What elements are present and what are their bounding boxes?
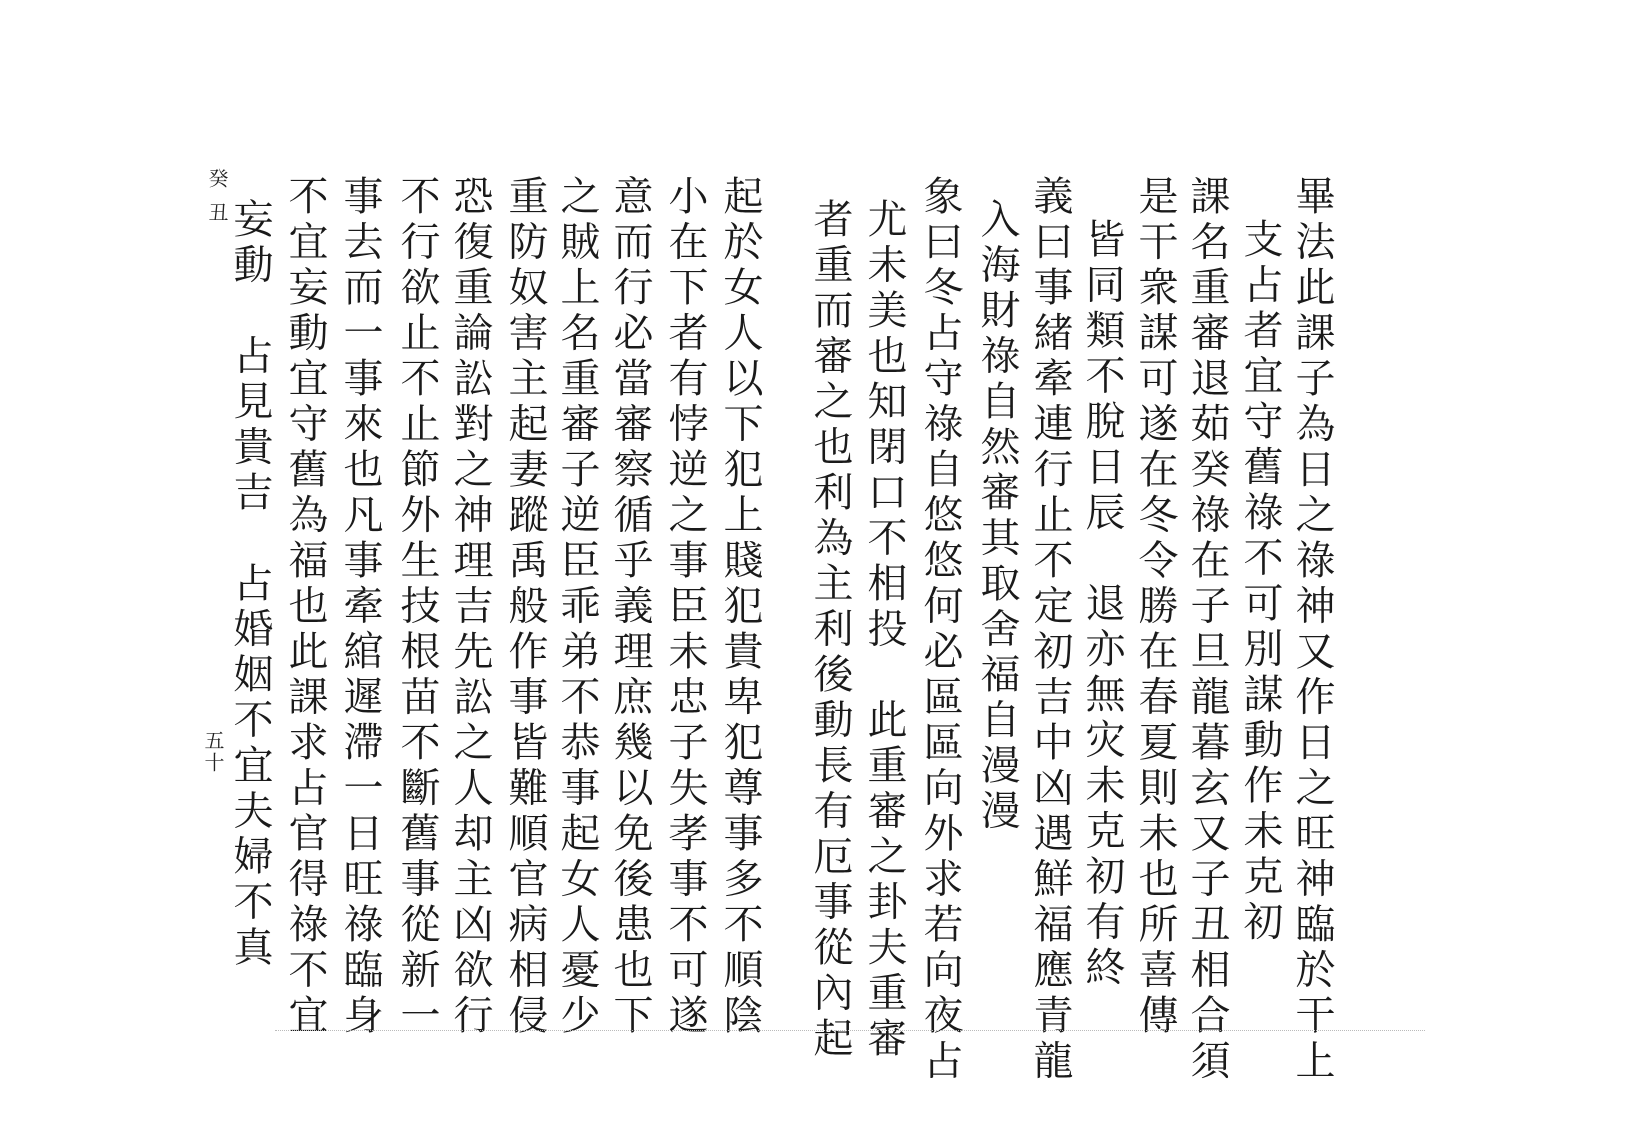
- text-column-20: 妄動 占見貴吉 占婚姻不宜夫婦不真: [227, 198, 273, 972]
- text-column-17: 不行欲止不止節外生技根苗不斷舊事從新一: [394, 175, 440, 1040]
- text-column-4: 是干衆謀可遂在冬令勝在春夏則未也所喜傳: [1132, 175, 1178, 1040]
- text-column-3: 課名重審退茹癸祿在子旦龍暮玄又子丑相合須: [1184, 175, 1230, 1085]
- text-column-16: 恐復重論訟對之神理吉先訟之人却主凶欲行: [447, 175, 493, 1040]
- bottom-rule: [275, 1030, 1425, 1032]
- text-column-2: 支占者宜守舊祿不可別謀動作未克初: [1237, 218, 1283, 946]
- text-column-8: 象曰冬占守祿自悠悠何必區區向外求若向夜占: [917, 175, 963, 1085]
- margin-title: 癸丑: [205, 168, 229, 236]
- text-column-1: 畢法此課子為日之祿神又作日之旺神臨於干上: [1289, 175, 1335, 1085]
- text-column-13: 意而行必當審察循乎義理庶幾以免後患也下: [607, 175, 653, 1040]
- text-column-9: 尤未美也知閉口不相投 此重審之卦夫重審: [861, 198, 907, 1063]
- text-column-15: 重防奴害主起妻蹤禹般作事皆難順官病相侵: [502, 175, 548, 1040]
- text-column-5: 皆同類不脫日辰 退亦無灾未克初有終: [1079, 218, 1125, 992]
- margin-page-number: 五十: [201, 730, 225, 774]
- text-column-12: 小在下者有悖逆之事臣未忠子失孝事不可遂: [662, 175, 708, 1040]
- text-column-14: 之賊上名重審子逆臣乖弟不恭事起女人憂少: [554, 175, 600, 1040]
- text-column-6: 義曰事緒牽連行止不定初吉中凶遇鮮福應青龍: [1027, 175, 1073, 1085]
- text-column-18: 事去而一事來也凡事牽綰遲滯一日旺祿臨身: [337, 175, 383, 1040]
- text-column-7: 入海財祿自然審其取舍福自漫漫: [974, 198, 1020, 835]
- text-column-10: 者重而審之也利為主利後動長有厄事從內起: [807, 198, 853, 1063]
- text-column-19: 不宜妄動宜守舊為福也此課求占官得祿不宜: [282, 175, 328, 1040]
- text-column-11: 起於女人以下犯上賤犯貴卑犯尊事多不順陰: [717, 175, 763, 1040]
